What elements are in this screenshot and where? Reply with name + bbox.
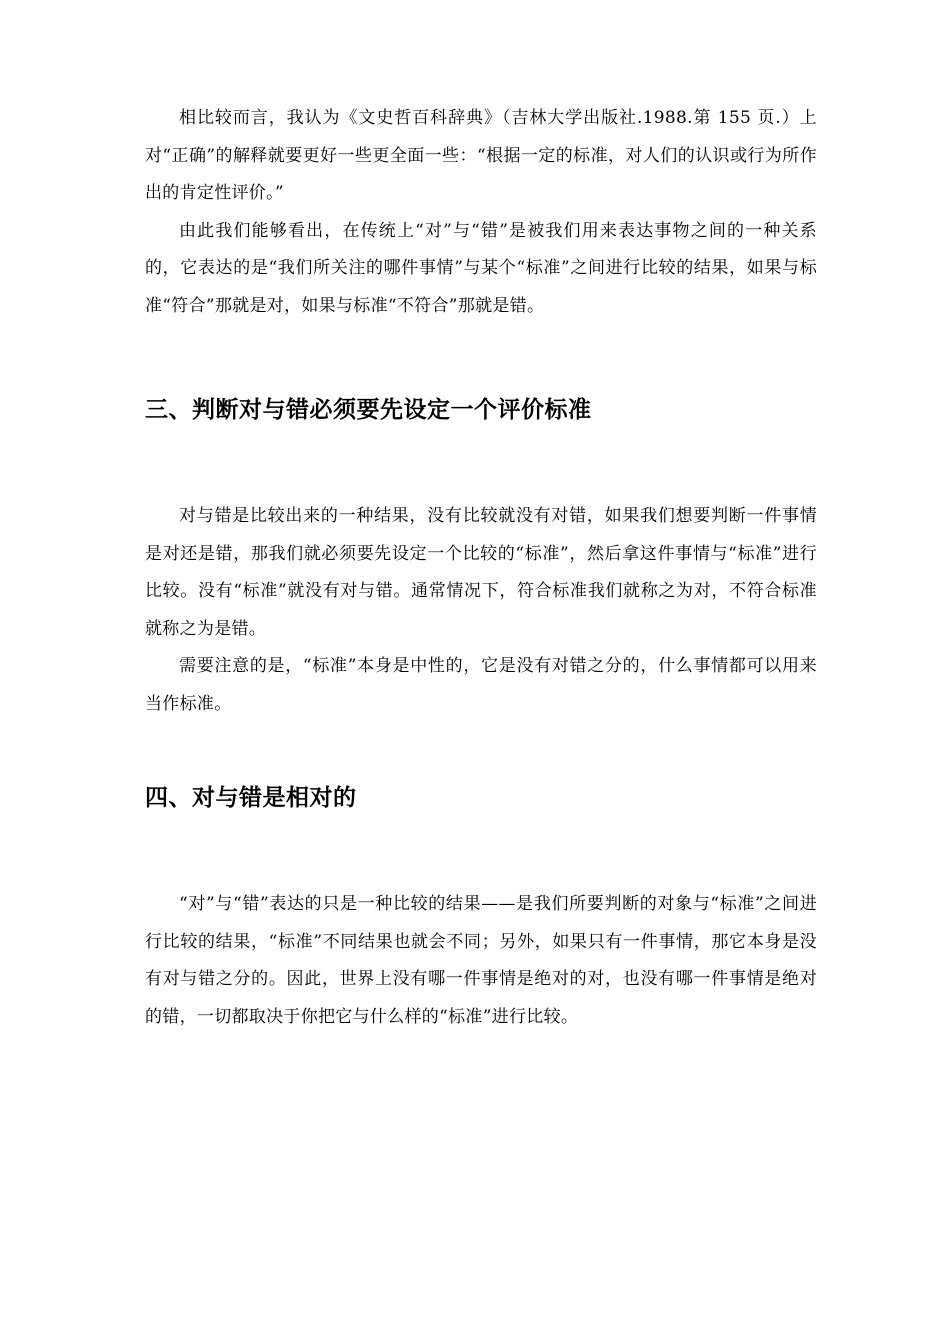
- section-3-heading: 三、判断对与错必须要先设定一个评价标准: [145, 397, 592, 423]
- section-4-paragraph-1: “对”与“错”表达的只是一种比较的结果——是我们所要判断的对象与“标准”之间进行比较的结果，“标准”不同结果也就会不同；另外，如果只有一件事情，那它本身是没有对与错之分的。因此，世界上没有哪一件事情是绝对的对，也没有哪一件事情是绝对的错，一切都取决于你把它与什么样的“标准”进行比较。: [145, 894, 817, 1027]
- intro-paragraph-2: 由此我们能够看出，在传统上“对”与“错”是被我们用来表达事物之间的一种关系的，它表达的是“我们所关注的哪件事情”与某个“标准”之间进行比较的结果，如果与标准“符合”那就是对，如果与标准“不符合”那就是错。: [145, 220, 817, 316]
- section-3-paragraph-2: 需要注意的是，“标准”本身是中性的，它是没有对错之分的，什么事情都可以用来当作标准。: [145, 656, 817, 714]
- document-page: [145, 100, 817, 1036]
- section-4-heading: 四、对与错是相对的: [145, 785, 357, 811]
- intro-paragraph-1: 相比较而言，我认为《文史哲百科辞典》（吉林大学出版社.1988.第 155 页.）上对“正确”的解释就要更好一些更全面一些：“根据一定的标准，对人们的认识或行为所作出的肯定性评价。”: [145, 108, 817, 203]
- section-3-paragraph-1: 对与错是比较出来的一种结果，没有比较就没有对错，如果我们想要判断一件事情是对还是错，那我们就必须要先设定一个比较的“标准”，然后拿这件事情与“标准”进行比较。没有“标准”就没有对与错。通常情况下，符合标准我们就称之为对，不符合标准就称之为是错。: [145, 506, 817, 639]
